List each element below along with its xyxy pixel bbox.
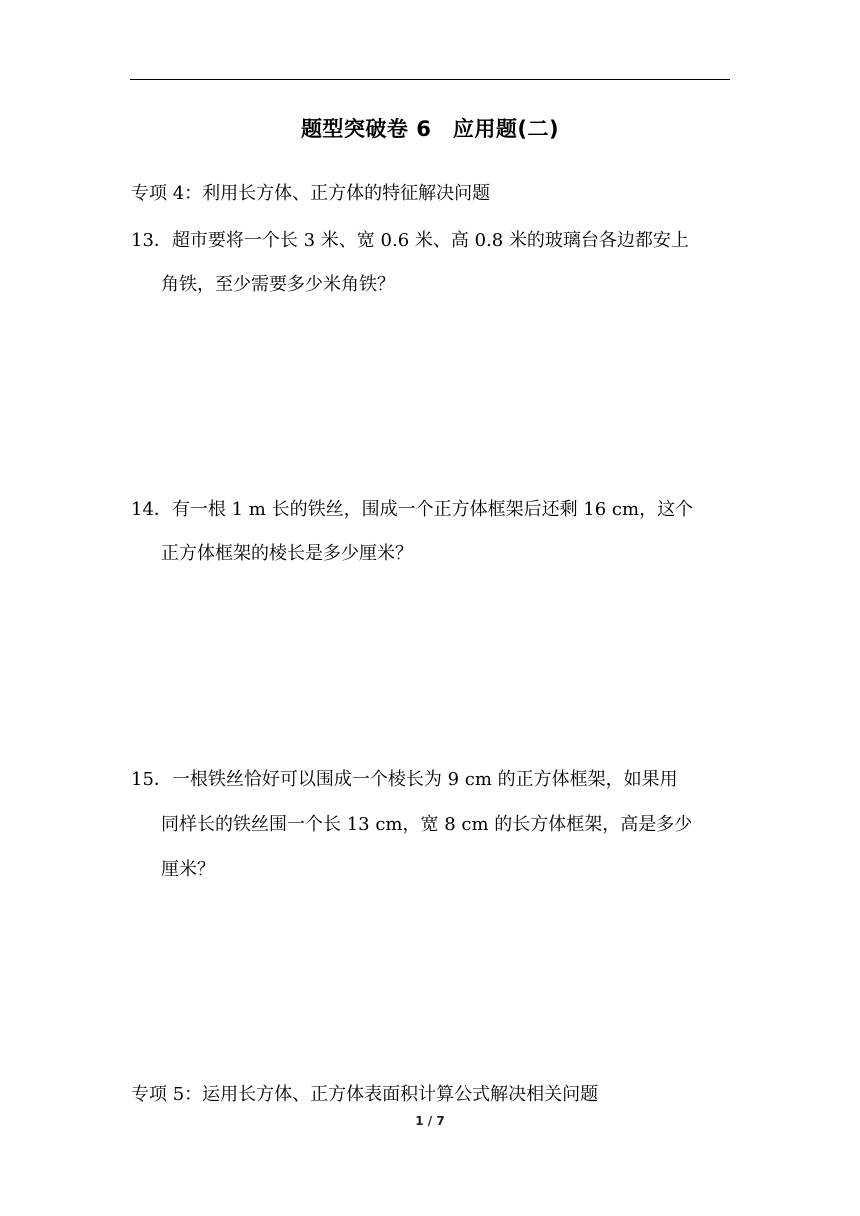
question-15-line-1: 15．一根铁丝恰好可以围成一个棱长为 9 cm 的正方体框架，如果用 <box>131 769 678 790</box>
page-title: 题型突破卷 6 应用题(二) <box>300 117 560 141</box>
question-15-line-2: 同样长的铁丝围一个长 13 cm，宽 8 cm 的长方体框架，高是多少 <box>161 814 693 835</box>
question-14-line-2: 正方体框架的棱长是多少厘米？ <box>161 543 413 564</box>
section-heading-4: 专项 4：利用长方体、正方体的特征解决问题 <box>131 183 491 204</box>
question-13-line-2: 角铁，至少需要多少米角铁？ <box>161 274 395 295</box>
header-rule <box>130 79 730 80</box>
question-14-line-1: 14．有一根 1 m 长的铁丝，围成一个正方体框架后还剩 16 cm，这个 <box>131 499 694 520</box>
question-15-line-3: 厘米？ <box>161 859 215 880</box>
section-heading-5: 专项 5：运用长方体、正方体表面积计算公式解决相关问题 <box>131 1084 599 1105</box>
page-number: 1 / 7 <box>415 1114 445 1128</box>
question-13-line-1: 13．超市要将一个长 3 米、宽 0.6 米、高 0.8 米的玻璃台各边都安上 <box>131 230 689 251</box>
